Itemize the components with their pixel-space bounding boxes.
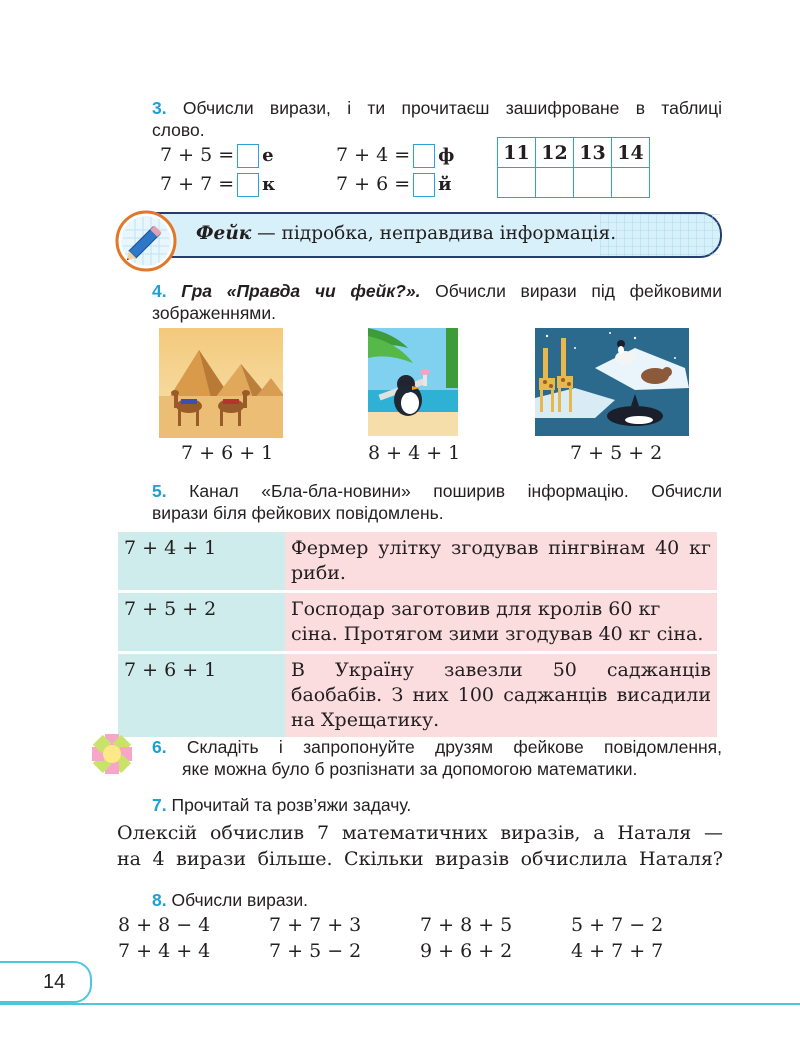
cipher-header: 12 (536, 138, 574, 168)
task8-text: Обчисли вирази. (171, 890, 309, 910)
equation (160, 173, 275, 197)
task3-line1: Обчисли вирази, і ти прочитаєш зашифроване в таблиці (182, 98, 722, 118)
equation (336, 173, 452, 197)
task4-instruction (152, 280, 722, 324)
equation-expr: 7 + 5 = (160, 144, 235, 166)
news-text: В Україну завезли 50 саджанців баобабів. З них 100 саджанців висадили на Хрещатику. (285, 653, 717, 738)
cipher-header: 11 (498, 138, 536, 168)
grid-pattern (600, 214, 720, 256)
cipher-letter: й (438, 174, 452, 195)
equation-expr: 7 + 6 = (336, 173, 411, 195)
penguin-beach-image (368, 328, 458, 436)
cipher-cell[interactable] (498, 168, 536, 198)
news-text: Фермер улітку згодував пінгвінам 40 кг риби. (285, 532, 717, 592)
page-number: 14 (43, 971, 66, 993)
cipher-letter: е (262, 145, 274, 166)
image-expression: 8 + 4 + 1 (368, 442, 461, 464)
cipher-cell[interactable] (536, 168, 574, 198)
news-table (118, 532, 717, 737)
task6-instruction (152, 736, 722, 780)
equation-expr: 7 + 4 = (336, 144, 411, 166)
answer-box[interactable] (237, 144, 259, 168)
news-expression: 7 + 6 + 1 (118, 653, 285, 738)
task8-number: 8. (152, 890, 167, 910)
cipher-table (497, 137, 650, 198)
table-row (118, 592, 717, 653)
expression: 5 + 7 − 2 (571, 914, 664, 936)
cipher-cell[interactable] (574, 168, 612, 198)
task3-instruction (152, 97, 722, 141)
giraffes-arctic-image (535, 328, 689, 436)
cipher-header: 14 (612, 138, 650, 168)
table-row (118, 532, 717, 592)
expression: 7 + 4 + 4 (118, 940, 211, 962)
equation (336, 144, 454, 168)
task4-text: Обчисли вирази під фейковими (420, 281, 722, 301)
flower-icon (90, 732, 134, 776)
task4-line2: зображеннями. (152, 303, 276, 323)
cipher-letter: ф (438, 145, 455, 166)
task6-number: 6. (152, 737, 167, 757)
task8-instruction (152, 889, 308, 911)
definition-banner (128, 212, 722, 258)
equation-expr: 7 + 7 = (160, 173, 235, 195)
task7-text: Прочитай та розв’яжи задачу. (171, 795, 412, 815)
problem-line1: Олексій обчислив 7 математичних виразів, а Наталя — (117, 822, 723, 844)
task5-number: 5. (152, 481, 167, 501)
answer-box[interactable] (413, 144, 435, 168)
task6-line2: яке можна було б розпізнати за допомогою математики. (182, 759, 638, 779)
expression: 7 + 7 + 3 (269, 914, 362, 936)
task7-instruction (152, 794, 411, 816)
cipher-header: 13 (574, 138, 612, 168)
image-expression: 7 + 6 + 1 (181, 442, 274, 464)
task3-number: 3. (152, 98, 167, 118)
news-text: Господар заготовив для кролів 60 кг сіна. Протягом зими згодував 40 кг сіна. (285, 592, 717, 653)
expression: 4 + 7 + 7 (571, 940, 664, 962)
footer-line (0, 1003, 800, 1005)
task7-number: 7. (152, 795, 167, 815)
task5-line1: Канал «Бла-бла-новини» поширив інформацію. Обчисли (189, 481, 722, 501)
problem-line2: на 4 вирази більше. Скільки виразів обчислила Наталя? (117, 848, 723, 870)
definition-body: — підробка, неправдива інформація. (251, 223, 617, 244)
cipher-cell[interactable] (612, 168, 650, 198)
answer-box[interactable] (237, 173, 259, 197)
news-expression: 7 + 5 + 2 (118, 592, 285, 653)
expression: 7 + 8 + 5 (420, 914, 513, 936)
cipher-letter: к (262, 174, 276, 195)
expression: 8 + 8 − 4 (118, 914, 211, 936)
task6-line1: Складіть і запропонуйте друзям фейкове повідомлення, (186, 737, 722, 757)
task5-line2: вирази біля фейкових повідомлень. (152, 503, 444, 523)
expression: 9 + 6 + 2 (420, 940, 513, 962)
definition-term: Фейк (196, 223, 252, 244)
image-expression: 7 + 5 + 2 (570, 442, 663, 464)
definition-text (196, 223, 616, 244)
answer-box[interactable] (413, 173, 435, 197)
pyramids-camels-image (159, 328, 283, 438)
task4-title: Гра «Правда чи фейк?». (181, 281, 421, 301)
news-expression: 7 + 4 + 1 (118, 532, 285, 592)
table-row (118, 653, 717, 738)
word-problem (117, 820, 723, 872)
expression: 7 + 5 − 2 (269, 940, 362, 962)
equation (160, 144, 274, 168)
task3-line2: слово. (152, 120, 205, 140)
task4-number: 4. (152, 281, 167, 301)
task5-instruction (152, 480, 722, 524)
pencil-icon (115, 210, 177, 272)
